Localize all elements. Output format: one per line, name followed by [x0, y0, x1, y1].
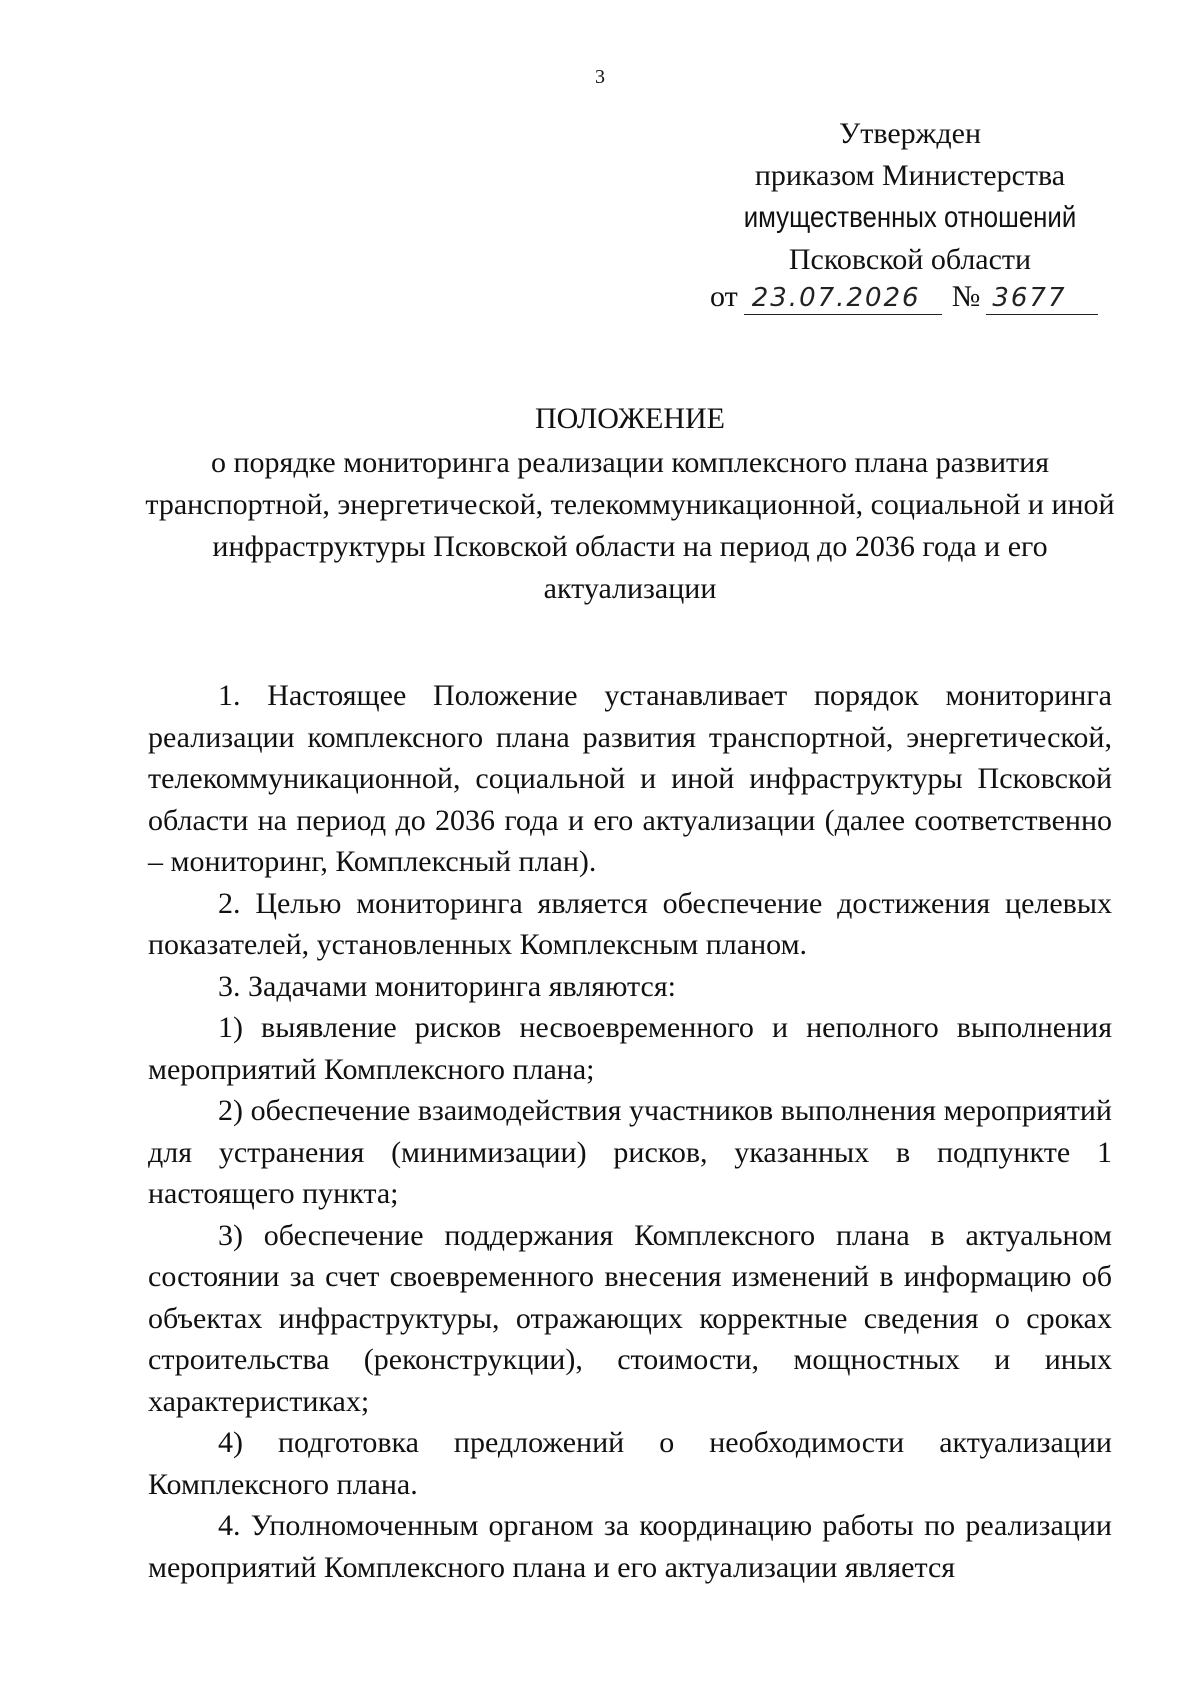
- document-subtitle: о порядке мониторинга реализации комплексного плана развития транспортной, энергетической, телекоммуникационной, социальной и иной инфраструктуры Псковской области на период до 2036 года и его актуализации: [145, 446, 1115, 605]
- document-title: [140, 398, 1120, 610]
- page-number: 3: [595, 66, 605, 88]
- paragraph-3-item-2: 2) обеспечение взаимодействия участников выполнения мероприятий для устранения (минимизации) рисков, указанных в подпункте 1 настоящего пункта;: [148, 1094, 1112, 1210]
- date-prefix: от: [710, 280, 738, 313]
- number-prefix: №: [951, 280, 981, 313]
- approval-date-number-line: [710, 277, 1130, 317]
- approval-line-approved: Утвержден: [838, 117, 982, 150]
- paragraph-4: 4. Уполномоченным органом за координацию работы по реализации мероприятий Комплексного плана и его актуализации является: [148, 1509, 1112, 1584]
- paragraph-3-item-1: 1) выявление рисков несвоевременного и неполного выполнения мероприятий Комплексного плана;: [148, 1011, 1112, 1086]
- paragraph-1: 1. Настоящее Положение устанавливает порядок мониторинга реализации комплексного плана развития транспортной, энергетической, телекоммуникационной, социальной и иной инфраструктуры Псковской области на период до 2036 года и его актуализации (далее соответственно – мониторинг, Комплексный план).: [148, 679, 1112, 878]
- paragraph-3-item-4: 4) подготовка предложений о необходимости актуализации Комплексного плана.: [148, 1426, 1112, 1501]
- document-body: [148, 675, 1112, 1588]
- document-type-heading: ПОЛОЖЕНИЕ: [535, 402, 725, 435]
- approval-stamp: [700, 113, 1120, 281]
- approval-line-region: Псковской области: [788, 243, 1032, 276]
- approval-line-order: приказом Министерства: [754, 159, 1066, 192]
- handwritten-number: 3677: [986, 282, 1098, 315]
- paragraph-3: 3. Задачами мониторинга являются:: [218, 969, 676, 1003]
- paragraph-2: 2. Целью мониторинга является обеспечение достижения целевых показателей, установленных Комплексным планом.: [148, 886, 1112, 961]
- paragraph-3-item-3: 3) обеспечение поддержания Комплексного плана в актуальном состоянии за счет своевременного внесения изменений в информацию об объектах инфраструктуры, отражающих корректные сведения о сроках строительства (реконструкции), стоимости, мощностных и иных характеристиках;: [148, 1218, 1112, 1418]
- approval-line-ministry: имущественных отношений: [743, 201, 1077, 234]
- handwritten-date: 23.07.2026: [744, 282, 942, 315]
